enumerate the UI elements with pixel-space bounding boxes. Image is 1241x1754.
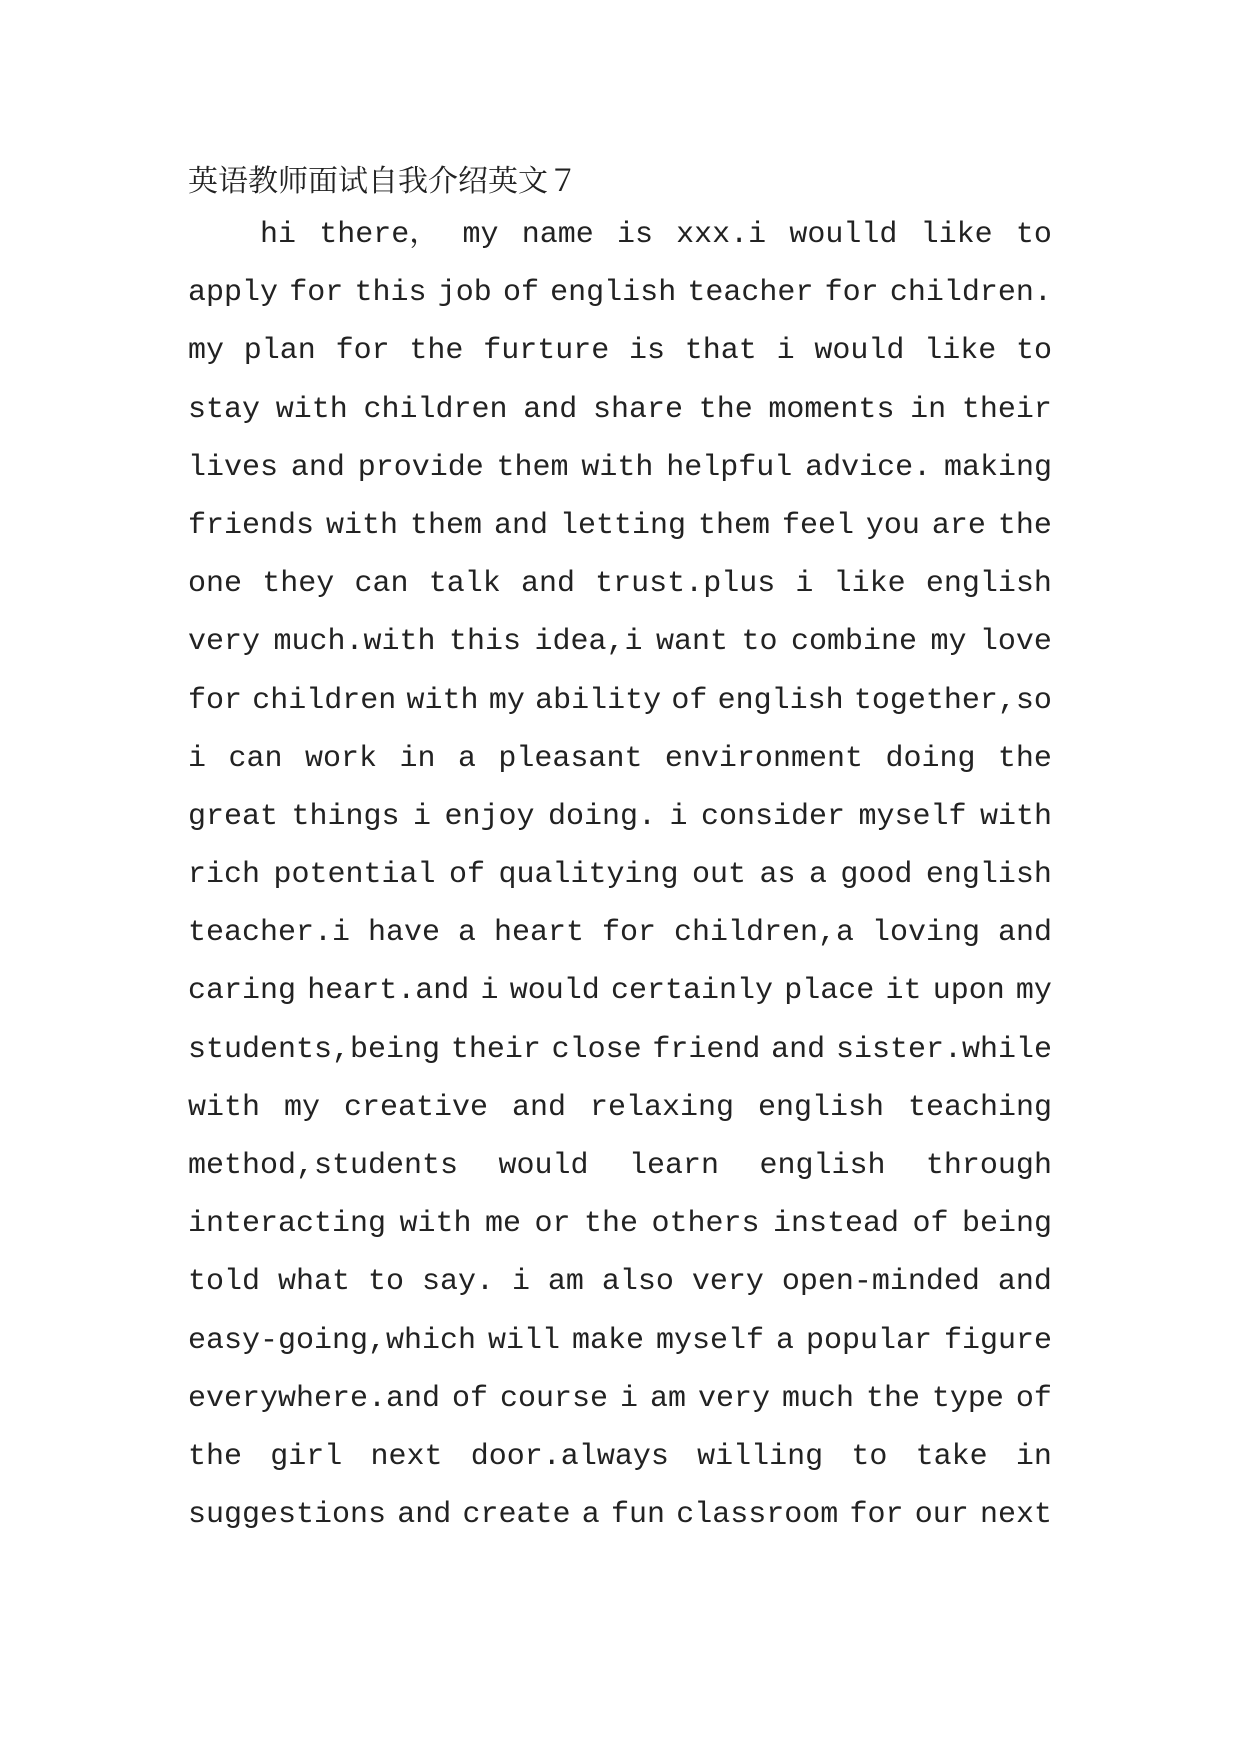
body-line — [188, 392, 1052, 453]
body-word: want — [655, 625, 728, 660]
body-word: willing — [697, 1439, 824, 1474]
body-word: will — [488, 1323, 561, 1358]
body-word: teacher — [687, 276, 814, 311]
body-word: making — [943, 450, 1052, 485]
body-word: i — [620, 1381, 639, 1416]
body-word: make — [572, 1323, 645, 1358]
body-word: of — [912, 1207, 949, 1242]
body-word: would — [498, 1149, 589, 1183]
body-word: them — [697, 508, 770, 543]
body-word: the — [409, 334, 464, 369]
body-word: idea,i — [534, 625, 643, 660]
body-word: door.always — [470, 1439, 669, 1474]
body-word: for — [188, 683, 243, 718]
body-word: popular — [805, 1323, 932, 1358]
body-word: girl — [270, 1439, 343, 1474]
document-body — [188, 220, 1052, 1558]
body-word: it — [885, 974, 922, 1009]
body-word: would — [509, 974, 600, 1009]
body-word: upon — [932, 974, 1005, 1009]
body-word: this — [448, 625, 521, 660]
body-word: english — [925, 858, 1052, 893]
body-word: to — [1015, 218, 1052, 252]
body-word: the — [188, 1439, 243, 1474]
body-word: friends — [188, 508, 315, 543]
body-word: fun — [610, 1498, 665, 1533]
body-line — [188, 220, 1052, 278]
body-word: like — [920, 218, 993, 252]
body-word: for — [601, 916, 656, 951]
body-word: teacher.i — [188, 916, 351, 951]
body-line — [188, 1500, 1052, 1558]
body-word: of — [502, 276, 539, 311]
body-word: like — [833, 567, 906, 602]
body-line — [188, 1090, 1052, 1151]
body-word: children,a — [673, 916, 854, 951]
body-word: a — [775, 1323, 794, 1358]
body-word: my — [283, 1090, 320, 1125]
body-word: children — [252, 683, 397, 718]
body-word: ability — [535, 683, 662, 718]
body-word: and — [523, 392, 578, 427]
body-word: students,being — [188, 1032, 441, 1067]
body-word: have — [368, 916, 441, 951]
body-word: easy-going,which — [188, 1323, 477, 1358]
body-word: is — [616, 218, 653, 252]
body-word: am — [649, 1381, 686, 1416]
body-word: i — [480, 974, 499, 1009]
body-line — [188, 1381, 1052, 1442]
body-word: certainly — [610, 974, 773, 1009]
body-word: for — [849, 1498, 904, 1533]
body-word: to — [851, 1439, 888, 1474]
body-word: heart — [493, 916, 584, 951]
body-line — [188, 1032, 1052, 1093]
body-word: caring — [188, 974, 297, 1009]
body-word: loving — [871, 916, 980, 951]
body-word: stay — [188, 392, 261, 427]
body-word: place — [784, 974, 875, 1009]
body-word: to — [367, 1265, 404, 1300]
body-line — [188, 336, 1052, 394]
body-word: create — [462, 1498, 571, 1533]
body-word: english — [759, 1149, 886, 1183]
body-word: am — [547, 1265, 584, 1300]
body-word: with — [275, 392, 348, 427]
body-word: out — [691, 858, 746, 893]
body-word: and — [511, 1090, 566, 1125]
body-word: type — [931, 1381, 1004, 1416]
body-word: and — [397, 1498, 452, 1533]
body-word: furture — [483, 334, 610, 369]
body-word: for — [824, 276, 879, 311]
body-line — [188, 1209, 1052, 1267]
body-word: their — [450, 1032, 541, 1067]
body-line — [188, 1267, 1052, 1325]
body-word: much.with — [273, 625, 436, 660]
body-word: rich — [188, 858, 261, 893]
body-word: and — [290, 450, 345, 485]
body-word: of — [452, 1381, 489, 1416]
body-word: much — [781, 1381, 854, 1416]
body-word: told — [188, 1265, 261, 1300]
body-line — [188, 1323, 1052, 1384]
body-word: letting — [559, 508, 686, 543]
body-word: name — [521, 218, 594, 252]
body-word: the — [583, 1207, 638, 1242]
body-word: share — [592, 392, 683, 427]
body-word: in — [1015, 1439, 1052, 1474]
body-word: myself — [655, 1323, 765, 1358]
body-word: things — [291, 799, 400, 834]
body-word: suggestions — [188, 1498, 387, 1533]
body-word: method,students — [188, 1149, 459, 1183]
body-word: english — [717, 683, 844, 718]
body-word: classroom — [676, 1498, 839, 1533]
body-word: they — [262, 567, 335, 602]
body-word: would — [814, 334, 905, 369]
body-word: is — [629, 334, 666, 369]
body-word: for — [335, 334, 390, 369]
body-word: relaxing — [589, 1090, 734, 1125]
body-word: close — [551, 1032, 642, 1067]
body-word: i — [511, 1265, 530, 1300]
body-word: i — [188, 741, 207, 776]
body-word: in — [399, 741, 436, 776]
body-word: in — [910, 392, 947, 427]
body-word: lives — [188, 450, 279, 485]
body-line — [188, 450, 1052, 511]
body-word: i — [669, 799, 688, 834]
body-word: job — [437, 276, 492, 311]
body-word: of — [448, 858, 485, 893]
body-word: learn — [628, 1149, 719, 1183]
body-word: being — [961, 1207, 1052, 1242]
body-word: children — [363, 392, 508, 427]
body-word: next — [370, 1439, 443, 1474]
body-word: talk — [428, 567, 501, 602]
body-word: and — [520, 567, 575, 602]
body-word: doing. — [547, 799, 656, 834]
body-word: english — [550, 276, 677, 311]
body-word: as — [759, 858, 796, 893]
body-word: qualitying — [498, 858, 679, 893]
body-word: myself — [858, 799, 967, 834]
body-line — [188, 1439, 1052, 1500]
body-word: enjoy — [444, 799, 535, 834]
body-word: of — [1015, 1381, 1052, 1416]
body-word: and — [997, 1265, 1052, 1300]
body-word: with — [979, 799, 1052, 834]
body-word: love — [979, 625, 1052, 660]
body-word: helpful — [666, 450, 793, 485]
body-word: or — [534, 1207, 571, 1242]
body-word: english — [757, 1090, 884, 1125]
body-word: the — [865, 1381, 920, 1416]
body-word: feel — [781, 508, 854, 543]
body-word: i — [776, 334, 795, 369]
body-word: this — [354, 276, 427, 311]
body-word: a — [808, 858, 827, 893]
body-word: and — [997, 916, 1052, 951]
body-word: good — [840, 858, 913, 893]
body-word: i — [795, 567, 814, 602]
body-line — [188, 741, 1052, 802]
body-word: trust.plus — [595, 567, 776, 602]
body-word: instead — [772, 1207, 899, 1242]
body-word: my — [1015, 974, 1052, 1009]
body-word: their — [961, 392, 1052, 427]
body-word: a — [581, 1498, 600, 1533]
body-line — [188, 976, 1052, 1034]
body-word: there， — [319, 218, 440, 252]
body-word: what — [277, 1265, 350, 1300]
body-word: and — [493, 508, 548, 543]
body-word: everywhere.and — [188, 1381, 441, 1416]
body-word: like — [924, 334, 997, 369]
body-word: say. — [421, 1265, 494, 1300]
body-word: the — [997, 741, 1052, 776]
body-word: moments — [768, 392, 895, 427]
body-word: of — [671, 683, 708, 718]
body-word: a — [457, 741, 476, 776]
body-word: children. — [889, 276, 1052, 311]
body-line — [188, 860, 1052, 918]
body-word: course — [500, 1381, 609, 1416]
body-line — [188, 799, 1052, 860]
body-word: figure — [943, 1323, 1052, 1358]
body-word: pleasant — [498, 741, 643, 776]
body-word: combine — [790, 625, 917, 660]
body-line — [188, 1151, 1052, 1209]
body-word: great — [188, 799, 279, 834]
body-word: the — [997, 508, 1052, 543]
body-word: you — [865, 508, 920, 543]
body-word: english — [925, 567, 1052, 602]
body-word: very — [188, 625, 261, 660]
body-word: my — [462, 218, 499, 252]
body-word: a — [457, 916, 476, 951]
body-word: xxx.i — [676, 218, 767, 252]
body-word: with — [188, 1090, 261, 1125]
body-word: them — [496, 450, 569, 485]
body-word: friend — [652, 1032, 761, 1067]
body-word: with — [581, 450, 654, 485]
body-line — [188, 569, 1052, 627]
body-word: for — [289, 276, 344, 311]
body-word: provide — [357, 450, 484, 485]
body-line — [188, 627, 1052, 685]
body-word: next — [979, 1498, 1052, 1533]
body-word: heart.and — [307, 974, 470, 1009]
body-word: environment — [664, 741, 863, 776]
body-word: them — [409, 508, 482, 543]
body-word: apply — [188, 276, 279, 311]
body-word: advice. — [805, 450, 932, 485]
body-word: creative — [343, 1090, 488, 1125]
body-word: consider — [700, 799, 845, 834]
document-title: 英语教师面试自我介绍英文７ — [188, 164, 578, 199]
body-word: my — [188, 334, 225, 369]
body-word: with — [406, 683, 479, 718]
body-word: others — [651, 1207, 760, 1242]
body-word: i — [412, 799, 431, 834]
body-word: open-minded — [781, 1265, 980, 1300]
body-word: are — [931, 508, 986, 543]
body-word: very — [697, 1381, 770, 1416]
body-word: that — [684, 334, 757, 369]
body-word: teaching — [907, 1090, 1052, 1125]
body-word: together,so — [853, 683, 1052, 718]
body-word: very — [691, 1265, 764, 1300]
body-line — [188, 683, 1052, 744]
body-word: with — [399, 1207, 472, 1242]
body-word: work — [304, 741, 377, 776]
body-line — [188, 278, 1052, 336]
body-word: potential — [273, 858, 436, 893]
body-word: my — [488, 683, 525, 718]
body-word: our — [914, 1498, 969, 1533]
body-word: hi — [260, 218, 297, 252]
body-line — [188, 508, 1052, 569]
body-word: my — [930, 625, 967, 660]
body-word: sister.while — [835, 1032, 1052, 1067]
body-word: to — [1015, 334, 1052, 369]
body-word: with — [326, 508, 399, 543]
body-word: take — [915, 1439, 988, 1474]
body-line — [188, 918, 1052, 976]
body-word: to — [741, 625, 778, 660]
body-word: woulld — [789, 218, 898, 252]
body-word: one — [188, 567, 243, 602]
body-word: the — [698, 392, 753, 427]
body-word: plan — [243, 334, 316, 369]
body-word: doing — [885, 741, 976, 776]
body-word: can — [354, 567, 409, 602]
body-word: through — [925, 1149, 1052, 1183]
body-word: and — [771, 1032, 826, 1067]
body-word: me — [485, 1207, 522, 1242]
body-word: can — [228, 741, 283, 776]
body-word: interacting — [188, 1207, 387, 1242]
body-word: also — [601, 1265, 674, 1300]
